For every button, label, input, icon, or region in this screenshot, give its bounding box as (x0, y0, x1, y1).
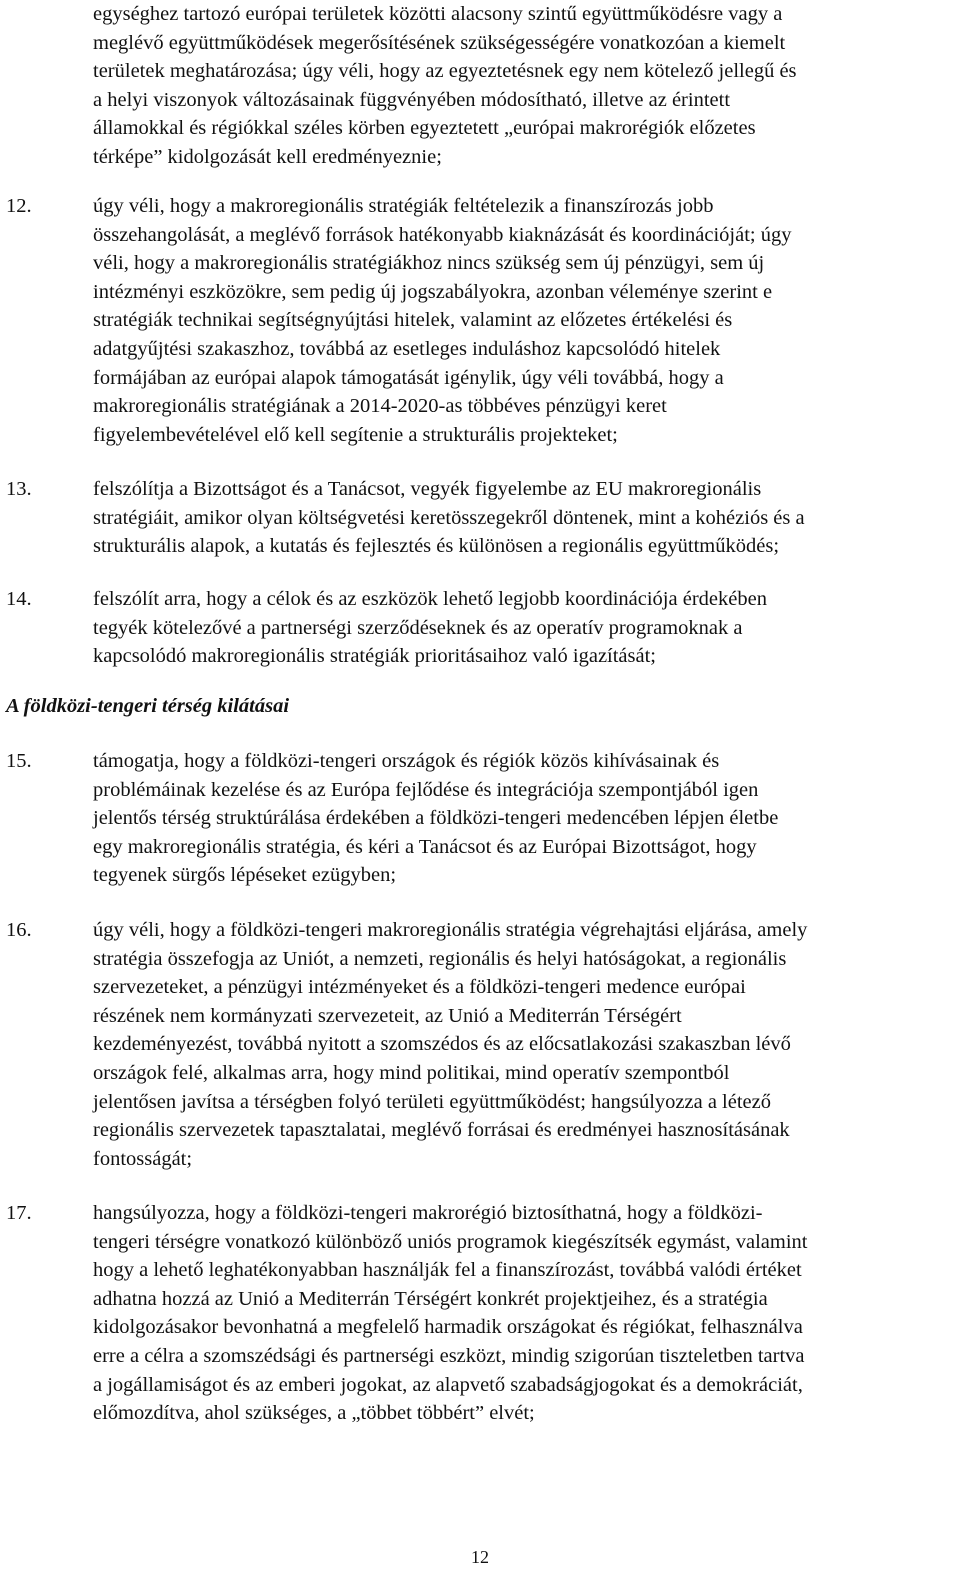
paragraph-text: támogatja, hogy a földközi-tengeri országok és régiók közös kihívásainak és problémáinak kezelése és az Európa fejlődése és integrációja szempontjából igen jelentős térség struktúrálása érdekében a földközi-tengeri medencében lépjen életbe egy makroregionális stratégia, és kéri a Tanácsot és az Európai Bizottságot, hogy tegyenek sürgős lépéseket ezügyben; (93, 750, 779, 887)
paragraph-text: felszólít arra, hogy a célok és az eszközök lehető legjobb koordinációja érdekében tegyék kötelezővé a partnerségi szerződéseknek és az operatív programoknak a kapcsolódó makroregionális stratégiák prioritásaihoz való igazítását; (93, 588, 767, 668)
intro-continuation-text: egységhez tartozó európai területek közötti alacsony szintű együttműködésre vagy a meglévő együttműködések megerősítésének szükségességére vonatkozóan a kiemelt területek meghatározása; úgy véli, hogy az egyeztetésnek egy nem kötelező jellegű és a helyi viszonyok változásainak függvényében módosítható, illetve az érintett államokkal és régiókkal széles körben egyeztetett „európai makrorégiók előzetes térképe” kidolgozását kell eredményeznie; (93, 3, 797, 168)
paragraph-text: úgy véli, hogy a makroregionális stratégiák feltételezik a finanszírozás jobb összehangolását, a meglévő források hatékonyabb kiaknázását és koordinációját; úgy véli, hogy a makroregionális stratégiákhoz nincs szükség sem új pénzügyi, sem új intézményi eszközökre, sem pedig új jogszabályokra, azonban véleménye szerint e stratégiák technikai segítségnyújtási hitelek, valamint az előzetes értékelési és adatgyűjtési szakaszhoz, továbbá az esetleges induláshoz kapcsolódó hitelek formájában az európai alapok támogatását igénylik, úgy véli továbbá, hogy a makroregionális stratégiának a 2014-2020-as többéves pénzügyi keret figyelembevételével elő kell segítenie a strukturális projekteket; (93, 195, 792, 446)
page-number: 12 (471, 1547, 489, 1567)
paragraph-number: 12. (6, 195, 32, 217)
paragraph-text: felszólítja a Bizottságot és a Tanácsot, vegyék figyelembe az EU makroregionális stratégiáit, amikor olyan költségvetési keretösszegekről döntenek, mint a kohéziós és a strukturális alapok, a kutatás és fejlesztés és különösen a regionális együttműködés; (93, 478, 805, 558)
paragraph-number: 13. (6, 478, 32, 500)
section-heading: A földközi-tengeri térség kilátásai (6, 695, 290, 717)
paragraph-number: 16. (6, 919, 32, 941)
paragraph-number: 14. (6, 588, 32, 610)
paragraph-number: 15. (6, 750, 32, 772)
paragraph-text: hangsúlyozza, hogy a földközi-tengeri makrorégió biztosíthatná, hogy a földközi- tengeri térségre vonatkozó különböző uniós programok kiegészítsék egymást, valamint hogy a lehető leghatékonyabban használják fel a finanszírozást, továbbá valódi értéket adhatna hozzá az Unió a Mediterrán Térségért konkrét projektjeihez, és a stratégia kidolgozásakor bevonhatná a megfelelő harmadik országokat és régiókat, felhasználva erre a célra a szomszédsági és partnerségi eszközt, mindig szigorúan tiszteletben tartva a jogállamiságot és az emberi jogokat, az alapvető szabadságjogokat és a demokráciát, előmozdítva, ahol szükséges, a „többet többért” elvét; (93, 1202, 808, 1425)
paragraph-text: úgy véli, hogy a földközi-tengeri makroregionális stratégia végrehajtási eljárása, amely stratégia összefogja az Uniót, a nemzeti, regionális és helyi hatóságokat, a regionális szervezeteket, a pénzügyi intézményeket és a földközi-tengeri medence európai részének nem kormányzati szervezeteit, az Unió a Mediterrán Térségért kezdeményezést, továbbá nyitott a szomszédos és az előcsatlakozási szakaszban lévő országok felé, alkalmas arra, hogy mind politikai, mind operatív szempontból jelentősen javítsa a térségben folyó területi együttműködést; hangsúlyozza a létező regionális szervezetek tapasztalatai, meglévő forrásai és eredményei hasznosításának fontosságát; (93, 919, 808, 1170)
paragraph-number: 17. (6, 1202, 32, 1224)
